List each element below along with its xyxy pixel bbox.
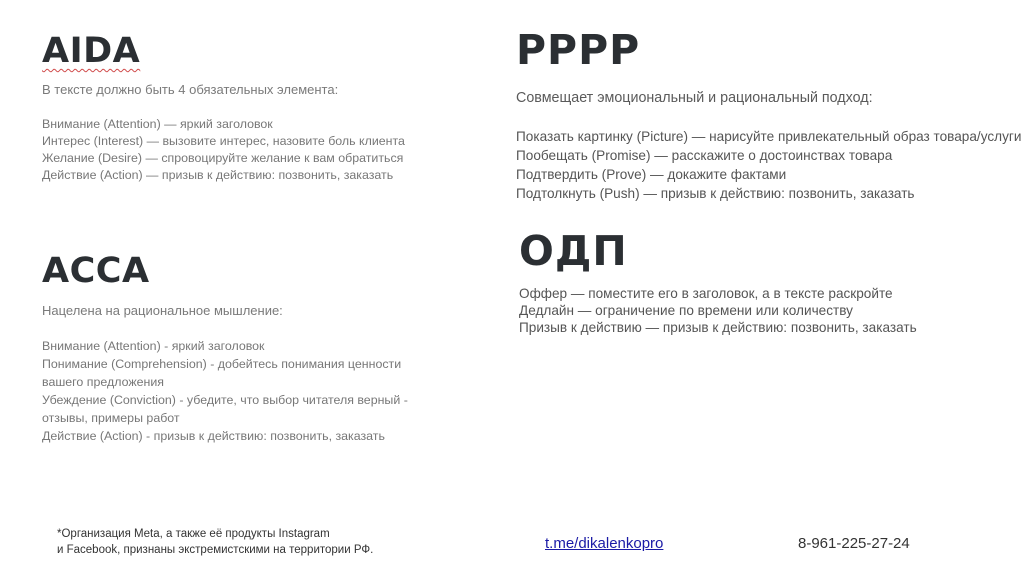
acca-item-action: Действие (Action) - призыв к действию: позвонить, заказать bbox=[42, 429, 385, 443]
phone-number: 8-961-225-27-24 bbox=[798, 535, 910, 552]
pppp-section bbox=[516, 25, 1022, 203]
aida-intro: В тексте должно быть 4 обязательных элемента: bbox=[42, 82, 339, 97]
odp-section bbox=[519, 226, 1019, 336]
disclaimer-line-2: и Facebook, признаны экстремистскими на территории РФ. bbox=[57, 544, 374, 556]
acca-item-conviction: Убеждение (Conviction) - убедите, что выбор читателя верный - отзывы, примеры работ bbox=[42, 393, 408, 425]
aida-title: AIDA bbox=[42, 31, 141, 71]
odp-item-offer: Оффер — поместите его в заголовок, а в тексте раскройте bbox=[519, 286, 893, 301]
pppp-item-prove: Подтвердить (Prove) — докажите фактами bbox=[516, 167, 787, 182]
odp-item-cta: Призыв к действию — призыв к действию: позвонить, заказать bbox=[519, 320, 917, 335]
acca-item-comprehension: Понимание (Comprehension) - добейтесь понимания ценности вашего предложения bbox=[42, 357, 402, 389]
disclaimer-line-1: *Организация Meta, а также её продукты Instagram bbox=[57, 528, 330, 540]
pppp-intro: Совмещает эмоциональный и рациональный подход: bbox=[516, 90, 873, 106]
acca-list bbox=[42, 337, 442, 445]
aida-item-action: Действие (Action) — призыв к действию: позвонить, заказать bbox=[42, 168, 394, 182]
aida-item-attention: Внимание (Attention) — яркий заголовок bbox=[42, 117, 273, 131]
pppp-item-picture: Показать картинку (Picture) — нарисуйте привлекательный образ товара/услуги bbox=[516, 129, 1022, 144]
aida-item-desire: Желание (Desire) — спровоцируйте желание к вам обратиться bbox=[42, 151, 404, 165]
acca-title: ACCA bbox=[42, 251, 150, 291]
acca-section bbox=[42, 250, 442, 445]
pppp-list bbox=[516, 127, 1022, 203]
odp-item-deadline: Дедлайн — ограничение по времени или количеству bbox=[519, 303, 853, 318]
acca-item-attention: Внимание (Attention) - яркий заголовок bbox=[42, 339, 265, 353]
aida-section bbox=[42, 30, 462, 184]
odp-list bbox=[519, 285, 1019, 336]
pppp-item-push: Подтолкнуть (Push) — призыв к действию: позвонить, заказать bbox=[516, 186, 915, 201]
meta-disclaimer bbox=[57, 526, 457, 558]
acca-intro: Нацелена на рациональное мышление: bbox=[42, 303, 283, 318]
pppp-item-promise: Пообещать (Promise) — расскажите о достоинствах товара bbox=[516, 148, 893, 163]
aida-item-interest: Интерес (Interest) — вызовите интерес, назовите боль клиента bbox=[42, 134, 405, 148]
aida-list bbox=[42, 116, 462, 184]
telegram-link[interactable]: t.me/dikalenkopro bbox=[545, 535, 664, 552]
pppp-title: PPPP bbox=[516, 26, 641, 74]
odp-title: ОДП bbox=[519, 227, 628, 275]
